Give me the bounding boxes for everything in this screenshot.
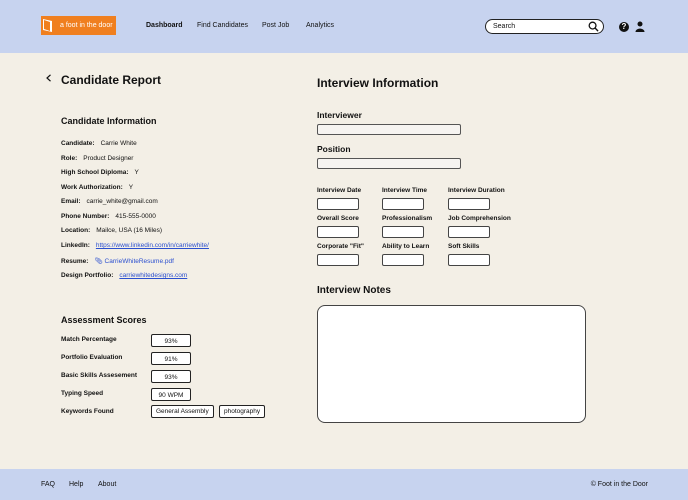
portfolio-link[interactable]: carriewhitedesigns.com bbox=[119, 272, 188, 279]
interview-notes-textarea[interactable] bbox=[317, 305, 586, 423]
resume-row bbox=[61, 257, 174, 265]
resume-filename: CarrieWhiteResume.pdf bbox=[104, 258, 174, 265]
resume-link[interactable] bbox=[94, 258, 173, 265]
nav-post-job[interactable]: Post Job bbox=[262, 22, 290, 29]
search-icon[interactable] bbox=[588, 21, 599, 32]
email-label: Email: bbox=[61, 198, 81, 205]
search-input[interactable] bbox=[485, 19, 604, 34]
overall-score-label: Overall Score bbox=[317, 215, 359, 222]
job-comprehension-label: Job Comprehension bbox=[448, 215, 511, 222]
brand-logo[interactable] bbox=[41, 16, 116, 35]
ability-to-learn-field[interactable] bbox=[382, 254, 424, 266]
position-field[interactable] bbox=[317, 158, 461, 169]
phone-label: Phone Number: bbox=[61, 213, 110, 220]
portfolio-score-badge: 91% bbox=[151, 352, 191, 365]
back-arrow-icon[interactable] bbox=[45, 74, 53, 82]
interview-date-field[interactable] bbox=[317, 198, 359, 210]
diploma-value: Y bbox=[134, 169, 139, 176]
role-row bbox=[61, 155, 133, 162]
phone-value: 415-555-0000 bbox=[115, 213, 156, 220]
user-icon[interactable] bbox=[635, 21, 645, 32]
candidate-row bbox=[61, 140, 137, 147]
resume-label: Resume: bbox=[61, 258, 89, 265]
soft-skills-field[interactable] bbox=[448, 254, 490, 266]
keywords-label: Keywords Found bbox=[61, 408, 114, 415]
interview-date-label: Interview Date bbox=[317, 187, 362, 194]
linkedin-link[interactable]: https://www.linkedin.com/in/carriewhite/ bbox=[95, 242, 209, 249]
door-logo-icon bbox=[41, 16, 55, 35]
paperclip-icon: 📎︎ bbox=[94, 258, 103, 265]
interview-duration-label: Interview Duration bbox=[448, 187, 505, 194]
search-placeholder: Search bbox=[493, 23, 516, 30]
top-nav-bar bbox=[0, 0, 688, 53]
email-value: carrie_white@gmail.com bbox=[86, 198, 158, 205]
assessment-title: Assessment Scores bbox=[61, 315, 147, 325]
candidate-label: Candidate: bbox=[61, 140, 95, 147]
corporate-fit-label: Corporate "Fit" bbox=[317, 243, 364, 250]
interview-notes-title: Interview Notes bbox=[317, 285, 391, 296]
professionalism-label: Professionalism bbox=[382, 215, 433, 222]
work-authorization-row bbox=[61, 184, 133, 191]
copyright-text: © Foot in the Door bbox=[590, 481, 648, 488]
portfolio-eval-label: Portfolio Evaluation bbox=[61, 354, 123, 361]
logo-text: a foot in the door bbox=[60, 22, 113, 29]
page-title: Candidate Report bbox=[61, 73, 162, 87]
nav-find-candidates[interactable]: Find Candidates bbox=[197, 22, 248, 29]
match-score-badge: 93% bbox=[151, 334, 191, 347]
footer-faq-link[interactable]: FAQ bbox=[41, 481, 56, 488]
interviewer-label: Interviewer bbox=[317, 110, 362, 120]
typing-speed-label: Typing Speed bbox=[61, 390, 104, 397]
work-authorization-value: Y bbox=[128, 184, 134, 191]
nav-dashboard[interactable]: Dashboard bbox=[146, 22, 183, 29]
basic-skills-label: Basic Skills Assesement bbox=[61, 372, 137, 379]
portfolio-row bbox=[61, 272, 187, 279]
location-value: Mailce, USA (16 Miles) bbox=[96, 227, 162, 234]
ability-to-learn-label: Ability to Learn bbox=[382, 243, 430, 250]
linkedin-label: LinkedIn: bbox=[61, 242, 90, 249]
footer-help-link[interactable]: Help bbox=[69, 481, 84, 488]
interview-info-title: Interview Information bbox=[317, 76, 439, 90]
email-row bbox=[61, 198, 158, 205]
interview-duration-field[interactable] bbox=[448, 198, 490, 210]
footer-about-link[interactable]: About bbox=[98, 481, 117, 488]
help-icon[interactable]: ? bbox=[619, 22, 629, 32]
location-row bbox=[61, 227, 162, 234]
role-value: Product Designer bbox=[83, 155, 134, 162]
basic-skills-badge: 93% bbox=[151, 370, 191, 383]
keyword-chip: photography bbox=[219, 405, 265, 418]
diploma-label: High School Diploma: bbox=[61, 169, 129, 176]
position-label: Position bbox=[317, 144, 351, 154]
candidate-value: Carrie White bbox=[100, 140, 137, 147]
linkedin-row bbox=[61, 242, 209, 249]
location-label: Location: bbox=[61, 227, 91, 234]
corporate-fit-field[interactable] bbox=[317, 254, 359, 266]
work-authorization-label: Work Authorization: bbox=[61, 184, 123, 191]
phone-row bbox=[61, 213, 156, 220]
portfolio-label: Design Portfolio: bbox=[61, 272, 114, 279]
typing-speed-badge: 90 WPM bbox=[151, 388, 191, 401]
nav-analytics[interactable]: Analytics bbox=[306, 22, 335, 29]
soft-skills-label: Soft Skills bbox=[448, 243, 480, 250]
interview-time-label: Interview Time bbox=[382, 187, 428, 194]
candidate-info-title: Candidate Information bbox=[61, 116, 157, 126]
overall-score-field[interactable] bbox=[317, 226, 359, 238]
interview-time-field[interactable] bbox=[382, 198, 424, 210]
diploma-row bbox=[61, 169, 139, 176]
interviewer-field[interactable] bbox=[317, 124, 461, 135]
job-comprehension-field[interactable] bbox=[448, 226, 490, 238]
match-label: Match Percentage bbox=[61, 336, 117, 343]
footer bbox=[0, 469, 688, 500]
keyword-chip: General Assembly bbox=[151, 405, 214, 418]
professionalism-field[interactable] bbox=[382, 226, 424, 238]
role-label: Role: bbox=[61, 155, 78, 162]
